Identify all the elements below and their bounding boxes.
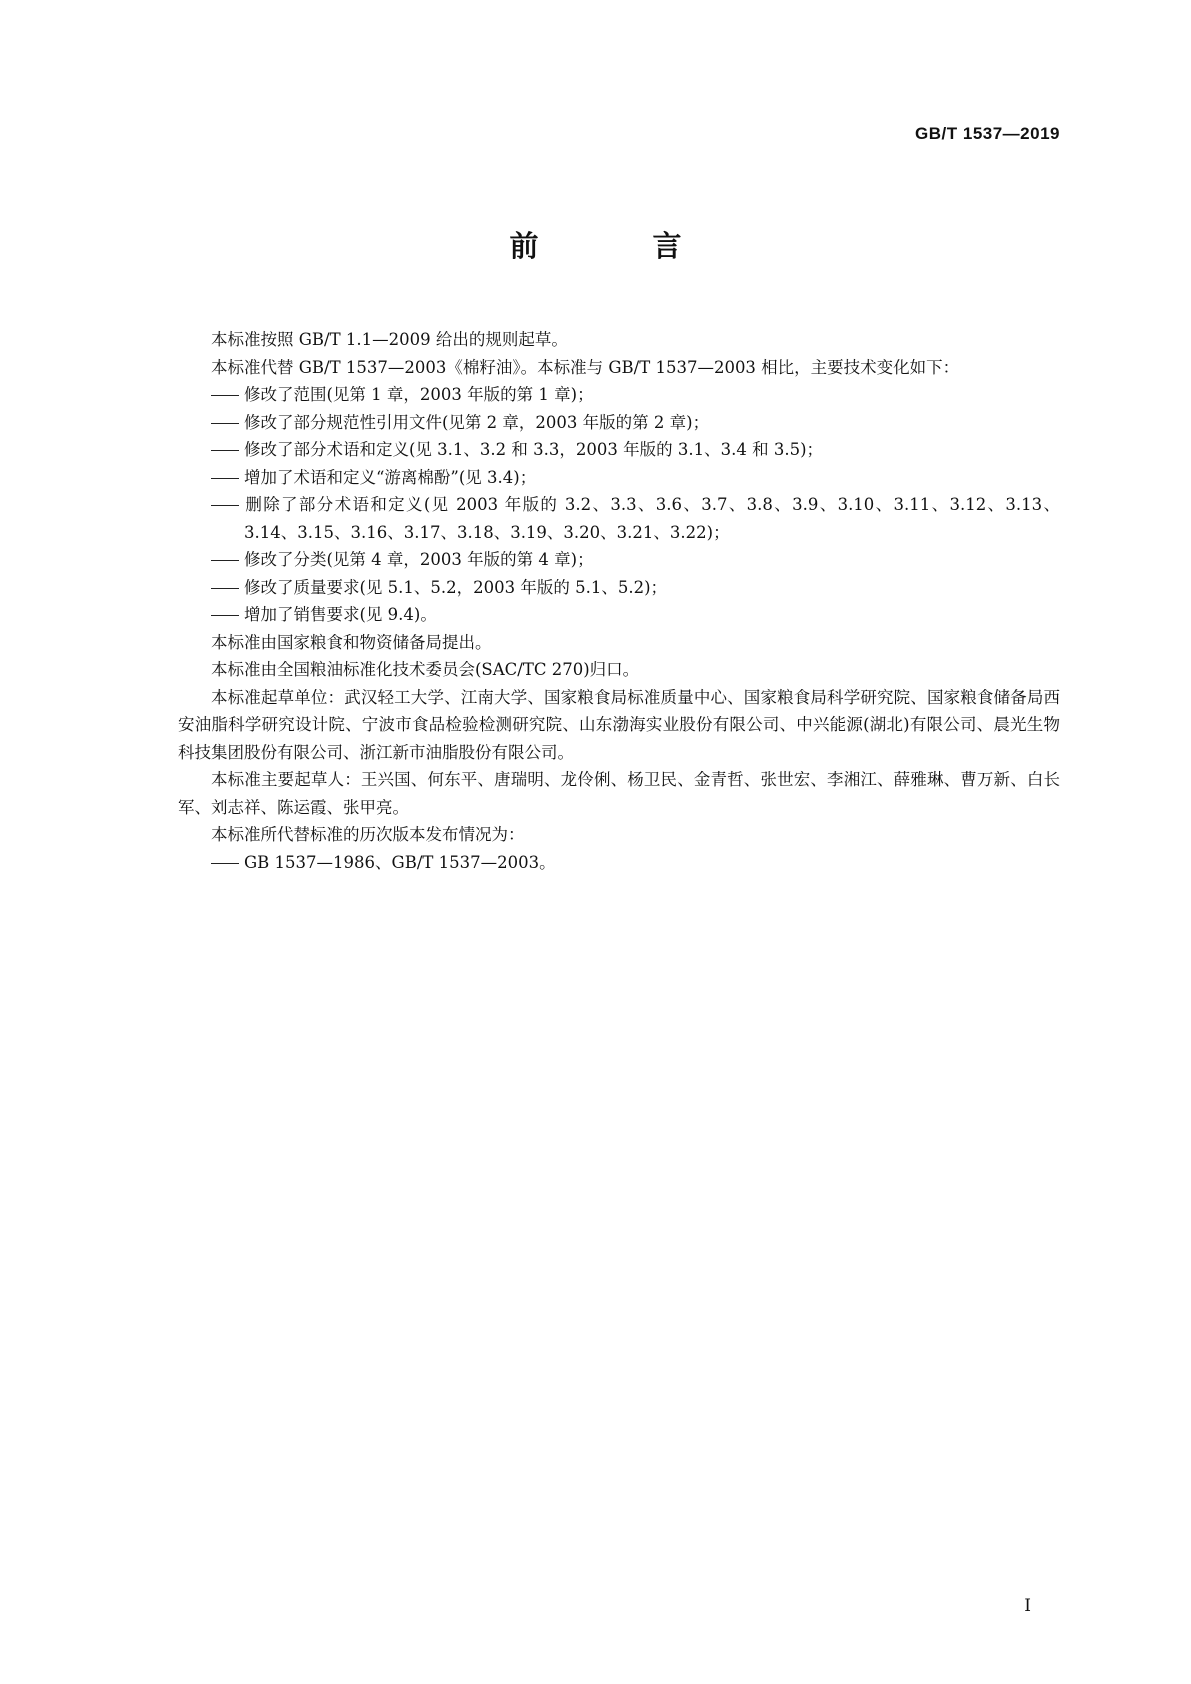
foreword-body	[178, 326, 1060, 876]
dash-marker	[211, 409, 244, 437]
history-item	[178, 849, 1060, 877]
change-item-text: 增加了销售要求(见 9.4)。	[244, 605, 437, 624]
committee-paragraph: 本标准由全国粮油标准化技术委员会(SAC/TC 270)归口。	[211, 660, 640, 679]
change-item	[178, 491, 1060, 546]
change-item	[178, 409, 1060, 437]
change-item	[178, 381, 1060, 409]
drafters-paragraph: 本标准主要起草人：王兴国、何东平、唐瑞明、龙伶俐、杨卫民、金青哲、张世宏、李湘江、薛雅琳、曹万新、白长军、刘志祥、陈运霞、张甲亮。	[178, 770, 1060, 817]
drafting-rules-paragraph: 本标准按照 GB/T 1.1—2009 给出的规则起草。	[211, 330, 568, 349]
change-item-text: 删除了部分术语和定义(见 2003 年版的 3.2、3.3、3.6、3.7、3.8、3.9、3.10、3.11、3.12、3.13、3.14、3.15、3.16、3.17、3.18、3.19、3.20、3.21、3.22)；	[244, 495, 1060, 542]
dash-marker	[211, 546, 244, 574]
change-item-text: 修改了部分规范性引用文件(见第 2 章，2003 年版的第 2 章)；	[244, 412, 710, 432]
history-item-text: GB 1537—1986、GB/T 1537—2003。	[244, 852, 556, 872]
replacement-paragraph: 本标准代替 GB/T 1537—2003《棉籽油》。本标准与 GB/T 1537—2003 相比，主要技术变化如下：	[211, 357, 960, 377]
dash-marker	[211, 574, 244, 602]
change-item	[178, 546, 1060, 574]
change-item	[178, 464, 1060, 492]
dash-marker	[211, 849, 244, 877]
change-item-text: 修改了分类(见第 4 章，2003 年版的第 4 章)；	[244, 550, 594, 569]
proposer-paragraph: 本标准由国家粮食和物资储备局提出。	[211, 632, 492, 652]
history-intro-paragraph: 本标准所代替标准的历次版本发布情况为：	[211, 825, 525, 844]
drafting-units-paragraph: 本标准起草单位：武汉轻工大学、江南大学、国家粮食局标准质量中心、国家粮食局科学研究院、国家粮食储备局西安油脂科学研究设计院、宁波市食品检验检测研究院、山东渤海实业股份有限公司、中兴能源(湖北)有限公司、晨光生物科技集团股份有限公司、浙江新市油脂股份有限公司。	[178, 687, 1060, 762]
change-item-text: 修改了质量要求(见 5.1、5.2，2003 年版的 5.1、5.2)；	[244, 577, 668, 597]
dash-marker	[211, 601, 244, 629]
page-title: 前 言	[509, 229, 734, 263]
change-item-text: 修改了范围(见第 1 章，2003 年版的第 1 章)；	[244, 385, 594, 404]
change-item-text: 修改了部分术语和定义(见 3.1、3.2 和 3.3，2003 年版的 3.1、3.4 和 3.5)；	[244, 440, 824, 459]
change-item	[178, 436, 1060, 464]
dash-marker	[211, 436, 244, 464]
change-item	[178, 574, 1060, 602]
dash-marker	[211, 381, 244, 409]
page-number: I	[1024, 1596, 1031, 1616]
change-item-text: 增加了术语和定义“游离棉酚”(见 3.4)；	[244, 467, 537, 487]
change-item	[178, 601, 1060, 629]
dash-marker	[211, 491, 244, 519]
standard-code: GB/T 1537—2019	[915, 124, 1060, 143]
dash-marker	[211, 464, 244, 492]
